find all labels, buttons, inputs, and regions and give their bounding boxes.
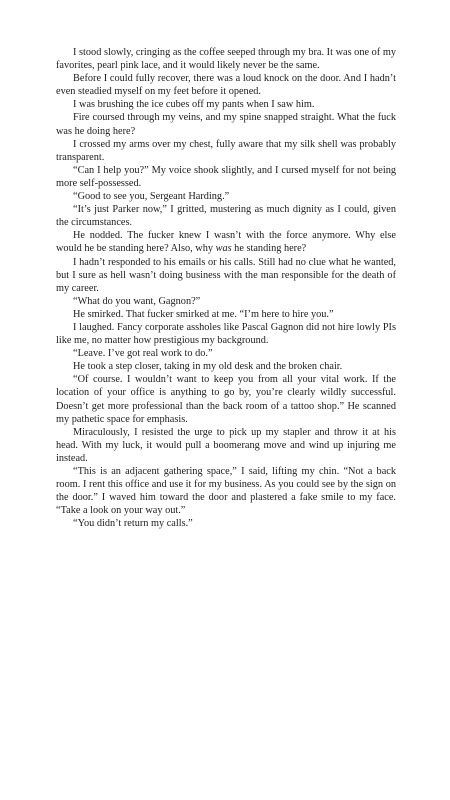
- paragraph: Before I could fully recover, there was a loud knock on the door. And I hadn’t even steadied myself on my feet before it opened.: [56, 73, 396, 98]
- paragraph-text: he standing here?: [231, 243, 307, 255]
- paragraph: He took a step closer, taking in my old desk and the broken chair.: [73, 361, 343, 373]
- paragraph: Miraculously, I resisted the urge to pick up my stapler and throw it at his head. With my luck, it would pull a boomerang move and wind up injuring me instead.: [56, 426, 396, 464]
- paragraph: I hadn’t responded to his emails or his calls. Still had no clue what he wanted, but I sure as hell wasn’t doing business with the man responsible for the death of my career.: [56, 256, 396, 294]
- paragraph-text: He nodded. The fucker knew I wasn’t with the force anymore. Why else would he be standing here? Also, why: [56, 230, 396, 255]
- paragraph: [56, 229, 396, 255]
- paragraph: I laughed. Fancy corporate assholes like Pascal Gagnon did not hire lowly PIs like me, no matter how prestigious my background.: [56, 321, 396, 347]
- paragraph: I was brushing the ice cubes off my pants when I saw him.: [73, 99, 315, 111]
- paragraph: “It’s just Parker now,” I gritted, mustering as much dignity as I could, given the circumstances.: [56, 204, 396, 229]
- paragraph: Fire coursed through my veins, and my spine snapped straight. What the fuck was he doing here?: [56, 112, 396, 137]
- paragraph: “Can I help you?” My voice shook slightly, and I cursed myself for not being more self-possessed.: [56, 164, 396, 189]
- paragraph: “You didn’t return my calls.”: [73, 518, 193, 530]
- paragraph: “This is an adjacent gathering space,” I said, lifting my chin. “Not a back room. I rent this office and use it for my business. As you could see by the sign on the door.” I waved him toward the door and plastered a fake smile to my face. “Take a look on your way out.”: [56, 466, 396, 517]
- paragraph: “Of course. I wouldn’t want to keep you from all your vital work. If the location of your office is anything to go by, you’re clearly wildly successful. Doesn’t get more professional than the back room of a tattoo shop.” He scanned my pathetic space for emphasis.: [56, 374, 396, 425]
- paragraph: I crossed my arms over my chest, fully aware that my silk shell was probably transparent.: [56, 138, 396, 163]
- paragraph: “Good to see you, Sergeant Harding.”: [73, 191, 230, 203]
- book-page-text: [56, 46, 396, 530]
- paragraph: I stood slowly, cringing as the coffee seeped through my bra. It was one of my favorites, pearl pink lace, and it would likely never be the same.: [56, 47, 396, 72]
- paragraph: He smirked. That fucker smirked at me. “I’m here to hire you.”: [73, 308, 334, 320]
- paragraph: “What do you want, Gagnon?”: [73, 295, 201, 307]
- paragraph: “Leave. I’ve got real work to do.”: [73, 348, 213, 360]
- emphasized-word: was: [215, 243, 232, 255]
